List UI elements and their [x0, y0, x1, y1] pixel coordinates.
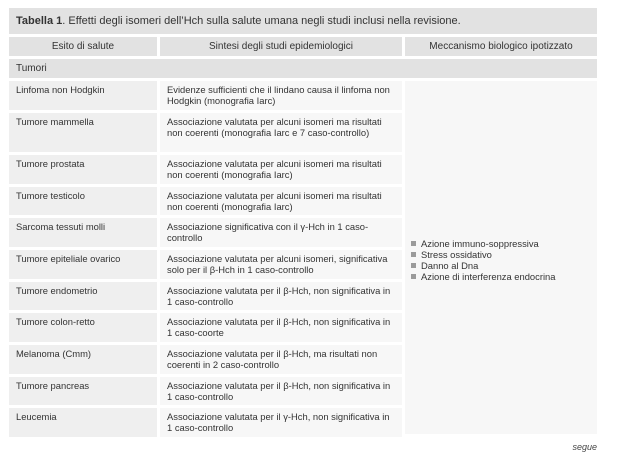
- square-bullet-icon: [411, 263, 416, 268]
- outcome-cell: Tumore prostata: [9, 155, 157, 184]
- outcome-cell: Tumore colon-retto: [9, 313, 157, 342]
- outcome-cell: Leucemia: [9, 408, 157, 437]
- caption-label: Tabella 1: [16, 15, 63, 27]
- list-item: [411, 238, 555, 249]
- header-mechanism: Meccanismo biologico ipotizzato: [405, 37, 597, 56]
- section-title: Tumori: [9, 59, 597, 78]
- mechanism-text: Stress ossidativo: [421, 249, 492, 260]
- synthesis-cell: Associazione valutata per alcuni isomeri ma risultati non coerenti (monografia Iarc): [160, 187, 402, 215]
- synthesis-cell: Associazione valutata per il β-Hch, non significativa in 1 caso-controllo: [160, 377, 402, 405]
- table-caption: [9, 8, 597, 34]
- mechanism-text: Danno al Dna: [421, 260, 479, 271]
- synthesis-cell: Associazione valutata per il γ-Hch, non significativa in 1 caso-controllo: [160, 408, 402, 437]
- square-bullet-icon: [411, 241, 416, 246]
- mechanism-cell: [405, 81, 597, 434]
- synthesis-cell: Associazione valutata per il β-Hch, ma risultati non coerenti in 2 caso-controllo: [160, 345, 402, 374]
- outcome-cell: Tumore testicolo: [9, 187, 157, 215]
- table-header: [9, 37, 597, 56]
- outcome-cell: Tumore epiteliale ovarico: [9, 250, 157, 279]
- list-item: [411, 260, 555, 271]
- synthesis-cell: Associazione valutata per alcuni isomeri ma risultati non coerenti (monografia Iarc e 7 caso-controllo): [160, 113, 402, 152]
- square-bullet-icon: [411, 252, 416, 257]
- outcome-cell: Tumore endometrio: [9, 282, 157, 310]
- synthesis-cell: Associazione valutata per alcuni isomeri ma risultati non coerenti (monografia Iarc): [160, 155, 402, 184]
- square-bullet-icon: [411, 274, 416, 279]
- outcome-cell: Tumore mammella: [9, 113, 157, 152]
- table-body: [9, 81, 597, 437]
- header-outcome: Esito di salute: [9, 37, 157, 56]
- synthesis-cell: Associazione significativa con il γ-Hch in 1 caso-controllo: [160, 218, 402, 247]
- mechanism-text: Azione immuno-soppressiva: [421, 238, 539, 249]
- health-effects-table: [9, 37, 597, 440]
- outcome-cell: Melanoma (Cmm): [9, 345, 157, 374]
- synthesis-cell: Associazione valutata per il β-Hch, non significativa in 1 caso-controllo: [160, 282, 402, 310]
- header-synthesis: Sintesi degli studi epidemiologici: [160, 37, 402, 56]
- synthesis-cell: Associazione valutata per il β-Hch, non significativa in 1 caso-coorte: [160, 313, 402, 342]
- mechanism-list: [411, 238, 555, 282]
- outcome-cell: Sarcoma tessuti molli: [9, 218, 157, 247]
- synthesis-cell: Associazione valutata per alcuni isomeri, significativa solo per il β-Hch in 1 caso-controllo: [160, 250, 402, 279]
- outcome-cell: Tumore pancreas: [9, 377, 157, 405]
- list-item: [411, 249, 555, 260]
- synthesis-cell: Evidenze sufficienti che il lindano causa il linfoma non Hodgkin (monografia Iarc): [160, 81, 402, 110]
- caption-text: . Effetti degli isomeri dell’Hch sulla salute umana negli studi inclusi nella revisione.: [62, 15, 461, 27]
- list-item: [411, 271, 555, 282]
- outcome-cell: Linfoma non Hodgkin: [9, 81, 157, 110]
- mechanism-text: Azione di interferenza endocrina: [421, 271, 556, 282]
- continued-label: segue: [572, 442, 597, 452]
